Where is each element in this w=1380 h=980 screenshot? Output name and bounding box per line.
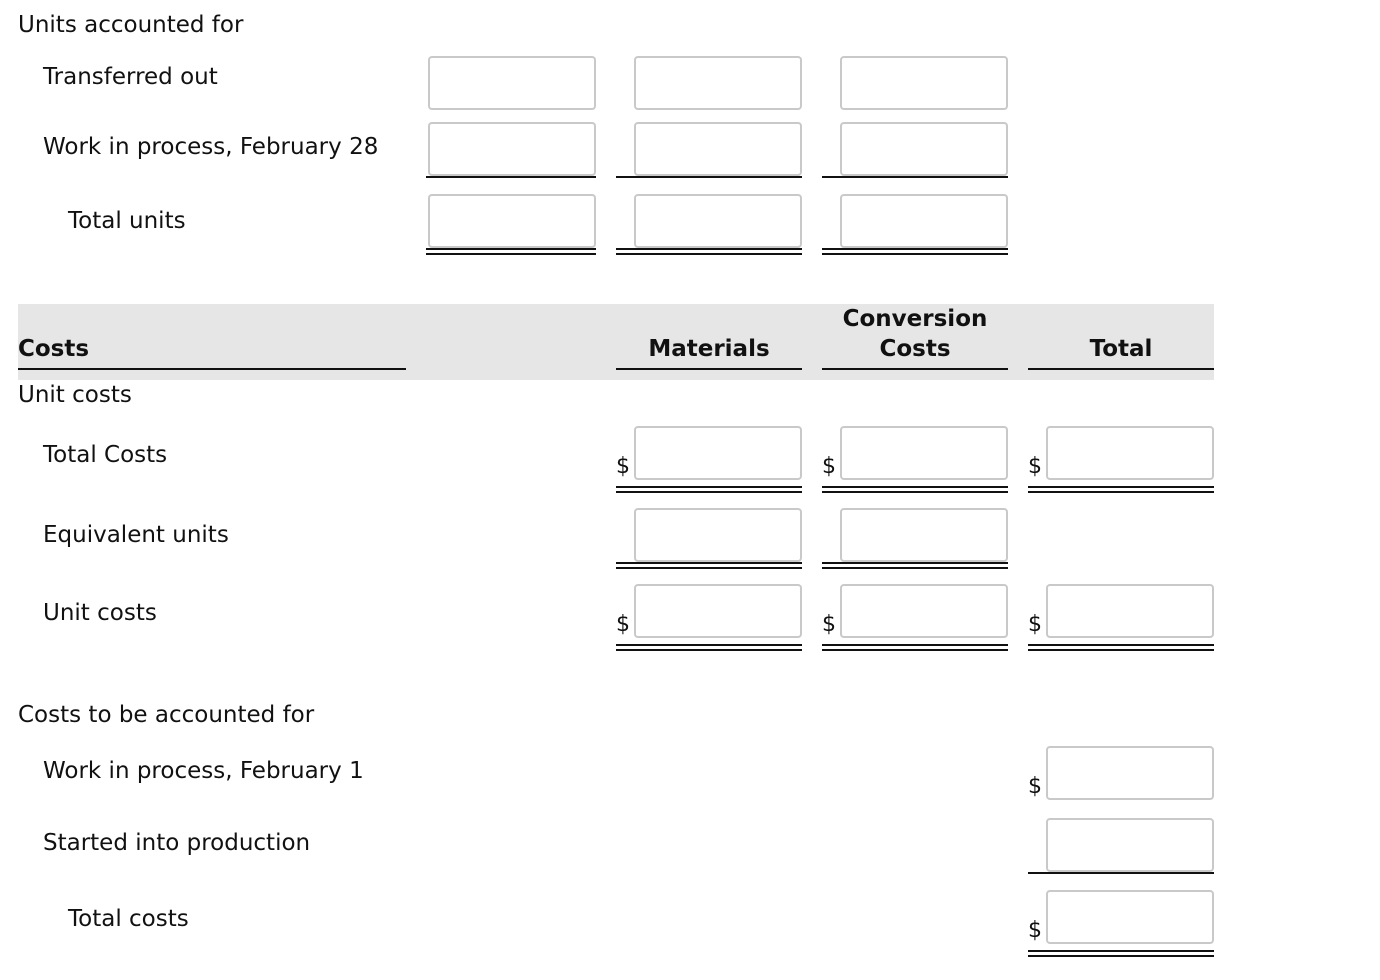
- total-units-col3-double-rule: [822, 248, 1008, 255]
- header-materials-rule: [616, 368, 802, 370]
- header-conversion-line1: Conversion: [842, 306, 988, 332]
- total-costs-conversion-double-rule: [822, 486, 1008, 493]
- total-costs-final-double-rule: [1028, 950, 1214, 957]
- header-costs: Costs: [18, 336, 90, 362]
- equivalent-units-materials-input[interactable]: [634, 508, 802, 562]
- total-costs-materials-input[interactable]: [634, 426, 802, 480]
- wip-feb28-col1-rule: [426, 176, 596, 178]
- header-materials: Materials: [648, 336, 770, 362]
- header-conversion-rule: [822, 368, 1008, 370]
- unit-costs-materials-double-rule: [616, 644, 802, 651]
- unit-costs-total-input[interactable]: [1046, 584, 1214, 638]
- total-costs-materials-double-rule: [616, 486, 802, 493]
- wip-feb1-total-input[interactable]: [1046, 746, 1214, 800]
- total-units-col1-input[interactable]: [428, 194, 596, 248]
- header-total-rule: [1028, 368, 1214, 370]
- unit-costs-total-dollar: $: [1028, 612, 1042, 637]
- unit-costs-section-title: Unit costs: [18, 382, 132, 408]
- transferred-out-label: Transferred out: [43, 64, 218, 90]
- total-costs-total-dollar: $: [1028, 454, 1042, 479]
- total-costs-conversion-input[interactable]: [840, 426, 1008, 480]
- started-production-label: Started into production: [43, 830, 311, 856]
- unit-costs-conversion-double-rule: [822, 644, 1008, 651]
- costs-accounted-title: Costs to be accounted for: [18, 702, 315, 728]
- wip-feb1-dollar: $: [1028, 774, 1042, 799]
- total-costs-final-input[interactable]: [1046, 890, 1214, 944]
- wip-feb28-label: Work in process, February 28: [43, 134, 379, 160]
- header-total: Total: [1089, 336, 1153, 362]
- total-units-col1-double-rule: [426, 248, 596, 255]
- equivalent-units-label: Equivalent units: [43, 522, 229, 548]
- wip-feb28-col2-rule: [616, 176, 802, 178]
- total-costs-total-input[interactable]: [1046, 426, 1214, 480]
- started-production-rule: [1028, 872, 1214, 874]
- unit-costs-materials-input[interactable]: [634, 584, 802, 638]
- wip-feb28-col3-input[interactable]: [840, 122, 1008, 176]
- unit-costs-conversion-input[interactable]: [840, 584, 1008, 638]
- total-costs-final-dollar: $: [1028, 918, 1042, 943]
- total-units-col2-input[interactable]: [634, 194, 802, 248]
- transferred-out-col2-input[interactable]: [634, 56, 802, 110]
- header-costs-rule: [18, 368, 406, 370]
- wip-feb28-col1-input[interactable]: [428, 122, 596, 176]
- unit-costs-materials-dollar: $: [616, 612, 630, 637]
- transferred-out-col1-input[interactable]: [428, 56, 596, 110]
- unit-costs-row-label: Unit costs: [43, 600, 157, 626]
- total-units-col3-input[interactable]: [840, 194, 1008, 248]
- unit-costs-conversion-dollar: $: [822, 612, 836, 637]
- units-accounted-title: Units accounted for: [18, 12, 244, 38]
- total-costs-row-label: Total Costs: [43, 442, 168, 468]
- total-costs-final-label: Total costs: [68, 906, 189, 932]
- started-production-total-input[interactable]: [1046, 818, 1214, 872]
- transferred-out-col3-input[interactable]: [840, 56, 1008, 110]
- total-units-label: Total units: [68, 208, 186, 234]
- total-costs-conversion-dollar: $: [822, 454, 836, 479]
- header-conversion-line2: Costs: [879, 336, 951, 362]
- wip-feb28-col2-input[interactable]: [634, 122, 802, 176]
- wip-feb28-col3-rule: [822, 176, 1008, 178]
- equivalent-units-conversion-input[interactable]: [840, 508, 1008, 562]
- equivalent-units-materials-double-rule: [616, 562, 802, 569]
- wip-feb1-label: Work in process, February 1: [43, 758, 364, 784]
- total-costs-total-double-rule: [1028, 486, 1214, 493]
- total-costs-materials-dollar: $: [616, 454, 630, 479]
- total-units-col2-double-rule: [616, 248, 802, 255]
- equivalent-units-conversion-double-rule: [822, 562, 1008, 569]
- unit-costs-total-double-rule: [1028, 644, 1214, 651]
